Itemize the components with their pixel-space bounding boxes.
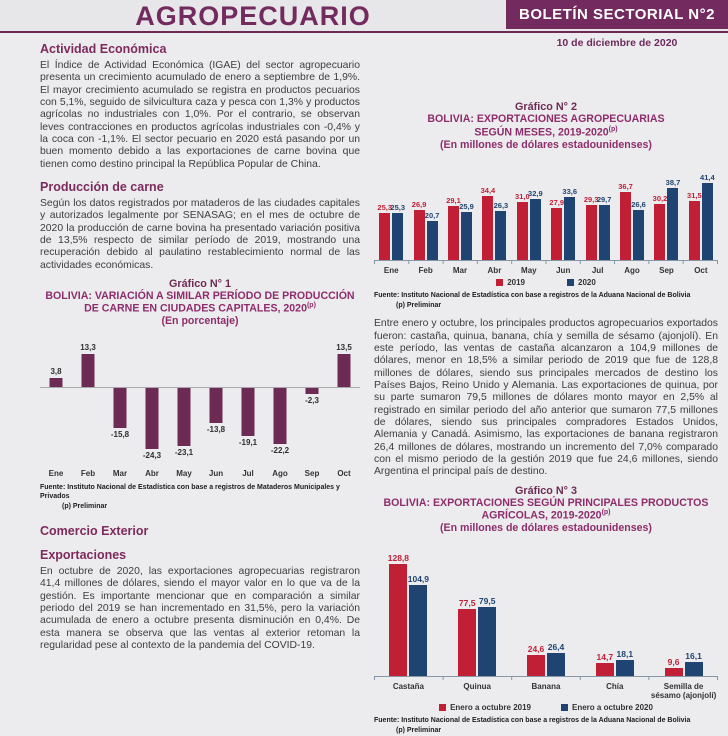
bar xyxy=(390,202,406,260)
bar-value-label: 31,5 xyxy=(687,191,702,201)
chart3-categories xyxy=(374,682,718,700)
category-label: Oct xyxy=(337,469,351,479)
bar xyxy=(478,595,496,676)
legend-item xyxy=(496,278,525,287)
bar xyxy=(549,197,565,260)
bar-group xyxy=(408,199,442,260)
bar-value-label: 27,9 xyxy=(549,197,565,207)
chart3-subtitle: (En millones de dólares estadounidenses) xyxy=(440,522,652,535)
bar xyxy=(515,192,530,259)
bar-value-label: 25,9 xyxy=(459,201,474,211)
chart2-plot xyxy=(374,165,718,261)
chart3-title: BOLIVIA: EXPORTACIONES SEGÚN PRINCIPALES PRODUCTOS AGRÍCOLAS, 2019-2020$^{(p)}$ xyxy=(383,496,709,522)
bar-value-label: 20,7 xyxy=(424,211,440,221)
bar-value-label: 14,7 xyxy=(596,652,614,663)
bar-value-label: 3,8 xyxy=(50,366,62,376)
bar-value-label: 30,2 xyxy=(652,193,668,203)
chart2-number: Gráfico N° 2 xyxy=(515,101,577,113)
category-label: Semilla de sésamo (ajonjolí) xyxy=(650,682,717,701)
category-label: Banana xyxy=(531,682,561,692)
chart1-column xyxy=(136,331,168,467)
bar-value-label: 13,3 xyxy=(80,343,96,353)
legend-label: Enero a octubre 2020 xyxy=(572,703,653,713)
date-label: 10 de diciembre de 2020 xyxy=(556,37,678,49)
chart1-categories xyxy=(40,469,360,478)
right-column xyxy=(374,33,718,736)
paragraph-exportaciones: En octubre de 2020, las exportaciones agropecuarias registraron 41,4 millones de dólares, siendo el mayor valor en lo que va de la gestión. Es importante mencionar que en comparación a similar periodo del 2019 se han incrementado en 31,5%, pero la variación acumulada de enero a octubre presenta disminución en 0,4%. De esta manera se observa que las ventas al exterior retoman la regularidad pese al contexto de la pandemia del COVID-19. xyxy=(40,566,360,651)
chart2-title: BOLIVIA: EXPORTACIONES AGROPECUARIAS SEGÚN MESES, 2019-2020$^{(p)}$ xyxy=(427,113,665,139)
bar-value-label: 32,9 xyxy=(528,188,543,198)
bar-group xyxy=(443,595,512,676)
bar-value-label: -22,2 xyxy=(270,445,290,455)
category-label: Ene xyxy=(48,469,64,479)
paragraph-exportaciones-productos: Entre enero y octubre, los principales productos agropecuarios exportados fueron: castaña, quinua, banana, chía y semilla de sésamo (ajonjolí). En este período, las ventas de castaña alcanzaron a 104,9 millones de dólares, menor en 18,5% a similar periodo de 2019 que fue de 128,8 millones de dólares, siendo sus principales mercados de destino los Países Bajos, Reino Unido y Alemania. Las exportaciones de quinua, por su parte sumaron 79,5 millones de dólares monto mayor en 2,5% al registrado en similar periodo del año anterior que sumaron 77,5 millones de dólares, siendo sus principales compradores Estados Unidos, Alemania y Canadá. Asimismo, las exportaciones de banana registraron 26,4 millones de dólares, mostrando un incremento del 7,0% comparado con el mismo periodo de la gestión 2019 que fue 24,6 millones, siendo Argentina el principal país de destino. xyxy=(374,318,718,478)
bar-value-label: 31,0 xyxy=(515,192,530,202)
bar xyxy=(446,195,461,260)
bar-value-label: 26,3 xyxy=(493,200,509,210)
bar-value-label: 26,6 xyxy=(631,200,646,210)
bar xyxy=(210,388,223,423)
chart3-number: Gráfico N° 3 xyxy=(515,484,577,497)
bar-value-label: 38,7 xyxy=(665,177,681,187)
chart1-column xyxy=(328,331,360,467)
category-label: Ene xyxy=(383,265,399,275)
bar-value-label: -24,3 xyxy=(142,451,162,461)
bar-value-label: 29,3 xyxy=(583,195,599,205)
bar-group xyxy=(374,553,443,676)
left-column xyxy=(40,33,360,736)
bar xyxy=(387,553,410,676)
legend-swatch xyxy=(496,279,503,286)
bar-value-label: 34,4 xyxy=(480,185,496,195)
legend-label: Enero a octubre 2019 xyxy=(450,703,531,713)
legend-swatch xyxy=(567,279,574,286)
category-label: Abr xyxy=(487,265,502,275)
heading-produccion-carne: Producción de carne xyxy=(40,179,164,194)
chart3-legend xyxy=(374,703,718,712)
bar xyxy=(665,656,683,676)
page-header xyxy=(0,0,728,33)
category-label: Mar xyxy=(112,469,128,479)
bar-value-label: 36,7 xyxy=(618,181,633,191)
bar-value-label: -15,8 xyxy=(110,429,130,439)
category-label: Abr xyxy=(145,469,159,479)
chart3-section xyxy=(374,485,718,736)
legend-item xyxy=(439,703,531,712)
chart2-categories xyxy=(374,266,718,275)
bar xyxy=(665,177,681,260)
bar xyxy=(114,388,127,428)
bar-group xyxy=(580,194,614,260)
bar xyxy=(631,200,646,259)
heading-exportaciones: Exportaciones xyxy=(40,548,127,563)
category-label: May xyxy=(176,469,192,479)
chart2-source: Fuente: Instituto Nacional de Estadística con base a registros de la Aduana Nacional de Bolivia (p) Preliminar xyxy=(374,291,691,309)
bar xyxy=(616,649,634,676)
category-label: Oct xyxy=(694,265,708,275)
bar xyxy=(146,388,159,449)
category-label: Jun xyxy=(556,265,571,275)
bar-value-label: -23,1 xyxy=(174,448,194,458)
category-label: Sep xyxy=(659,265,674,275)
bar xyxy=(50,378,63,388)
bar xyxy=(458,597,476,676)
bar xyxy=(242,388,255,436)
category-label: Sep xyxy=(304,469,320,479)
bar xyxy=(306,388,319,394)
legend-item xyxy=(561,703,653,712)
chart3-axis xyxy=(374,677,718,680)
chart1-column xyxy=(232,331,264,467)
bar-value-label: 9,6 xyxy=(667,656,680,667)
legend-label: 2020 xyxy=(578,277,596,287)
legend-swatch xyxy=(439,704,446,711)
category-label: Jun xyxy=(208,469,224,479)
bar-group xyxy=(649,177,683,260)
bar-value-label: 77,5 xyxy=(458,597,476,608)
category-label: Jul xyxy=(242,469,254,479)
bar xyxy=(547,642,565,676)
paragraph-produccion: Según los datos registrados por mataderos de las ciudades capitales y autorizados legalmente por SENASAG; en el mes de octubre de 2020 la producción de carne bovina ha presentado variación positiva de 13,5% respecto de similar período de 2019, mostrando una recuperación debido al paulatino restablecimiento normal de las actividades económicas. xyxy=(40,197,360,271)
chart2-subtitle: (En millones de dólares estadounidenses) xyxy=(440,138,652,151)
bar-value-label: 29,1 xyxy=(446,195,461,205)
heading-comercio-exterior: Comercio Exterior xyxy=(40,524,149,539)
paragraph-actividad: El Índice de Actividad Económica (IGAE) del sector agropecuario presenta un crecimiento acumulado de enero a septiembre de 1,9%. El mayor crecimiento acumulado se registra en productos pecuarios con 5,1%, seguido de silvicultura caza y pesca con 1,3% y productos agrícolas no industriales con 1,0%. Por el contrario, se observan leves contracciones en productos agrícolas industriales con -0,4% y la coca con -1,1%. El sector pecuario en 2020 está pasando por un buen momento debido a las exportaciones de carne bovina que tienen como destino principal la República Popular de China. xyxy=(40,60,360,170)
chart2-axis xyxy=(374,261,718,264)
chart3-plot xyxy=(374,550,718,677)
page-title: AGROPECUARIO xyxy=(135,1,371,31)
bar-group xyxy=(512,188,546,260)
bar xyxy=(528,188,543,260)
chart1-column xyxy=(200,331,232,467)
bar xyxy=(178,388,191,446)
category-label: Ago xyxy=(624,265,640,275)
chart1-column xyxy=(104,331,136,467)
bar-group xyxy=(512,642,581,676)
bar-group xyxy=(546,187,580,259)
bar xyxy=(583,195,599,259)
bar xyxy=(424,211,440,259)
bar xyxy=(685,651,703,676)
bar xyxy=(618,181,633,260)
chart1-subtitle: (En porcentaje) xyxy=(161,315,239,328)
bar xyxy=(562,187,578,259)
chart1-column xyxy=(168,331,200,467)
category-label: Chía xyxy=(606,682,624,692)
bar-value-label: -13,8 xyxy=(206,424,226,434)
chart1-plot xyxy=(40,331,360,467)
chart3-source: Fuente: Instituto Nacional de Estadística con base a registros de la Aduana Nacional de Bolivia (p) Preliminar xyxy=(374,717,691,735)
bar-value-label: -2,3 xyxy=(305,396,319,406)
chart1-title: BOLIVIA: VARIACIÓN A SIMILAR PERÍODO DE PRODUCCIÓN DE CARNE EN CIUDADES CAPITALES, 2020$^{(p)}$ xyxy=(45,289,355,315)
bar-value-label: 18,1 xyxy=(616,649,634,660)
content xyxy=(0,33,728,736)
bar-value-label: 26,4 xyxy=(547,642,565,653)
bar-value-label: 25,3 xyxy=(390,202,406,212)
bar-group xyxy=(443,195,477,260)
category-label: Feb xyxy=(418,265,433,275)
chart1-column xyxy=(296,331,328,467)
legend-label: 2019 xyxy=(507,277,525,287)
bar xyxy=(338,354,351,388)
bar xyxy=(82,354,95,387)
bar-group xyxy=(374,202,408,260)
bar-value-label: 128,8 xyxy=(387,553,410,564)
chart2-legend xyxy=(374,278,718,287)
chart1-number: Gráfico N° 1 xyxy=(169,277,231,290)
bar xyxy=(700,172,715,260)
category-label: Ago xyxy=(272,469,288,479)
bar-group xyxy=(477,185,511,260)
bar xyxy=(480,185,496,260)
bar-group xyxy=(580,649,649,676)
bar xyxy=(596,194,612,260)
bar xyxy=(407,573,430,676)
bar-value-label: 13,5 xyxy=(336,342,352,352)
bar-value-label: 29,7 xyxy=(596,194,612,204)
chart1-column xyxy=(72,331,104,467)
bar xyxy=(527,643,545,676)
bar-group xyxy=(615,181,649,260)
bar-value-label: 79,5 xyxy=(478,595,496,606)
category-label: May xyxy=(521,265,537,275)
bar-value-label: 104,9 xyxy=(407,573,430,584)
bar-value-label: 16,1 xyxy=(685,651,702,662)
category-label: Quinua xyxy=(463,682,491,692)
bar xyxy=(459,201,474,260)
bulletin-badge: BOLETÍN SECTORIAL N°2 xyxy=(506,0,728,29)
bar xyxy=(596,652,614,676)
category-label: Mar xyxy=(452,265,468,275)
bar xyxy=(687,191,702,259)
bar xyxy=(377,202,393,260)
chart1-section xyxy=(40,278,360,512)
legend-swatch xyxy=(561,704,568,711)
heading-actividad-economica: Actividad Económica xyxy=(40,42,167,56)
bar-group xyxy=(649,651,718,676)
chart1-column xyxy=(40,331,72,467)
bar-group xyxy=(684,172,718,260)
legend-item xyxy=(567,278,596,287)
chart2-section xyxy=(374,101,718,310)
bar xyxy=(274,388,287,444)
bar xyxy=(411,199,427,260)
chart1-source: Fuente: Instituto Nacional de Estadística con base a registros de Mataderos Municipales y Privados (p) Preliminar xyxy=(40,483,340,511)
category-label: Castaña xyxy=(392,682,424,692)
category-label: Jul xyxy=(591,265,604,275)
chart1-column xyxy=(264,331,296,467)
bar xyxy=(493,200,509,260)
bar-value-label: 33,6 xyxy=(562,187,578,197)
bar-value-label: 24,6 xyxy=(527,643,545,654)
bar-value-label: 25,3 xyxy=(377,202,393,212)
bar-value-label: 41,4 xyxy=(700,172,715,182)
category-label: Feb xyxy=(80,469,96,479)
bar xyxy=(652,193,668,260)
bar-value-label: 26,9 xyxy=(411,199,427,209)
bar-value-label: -19,1 xyxy=(238,438,258,448)
